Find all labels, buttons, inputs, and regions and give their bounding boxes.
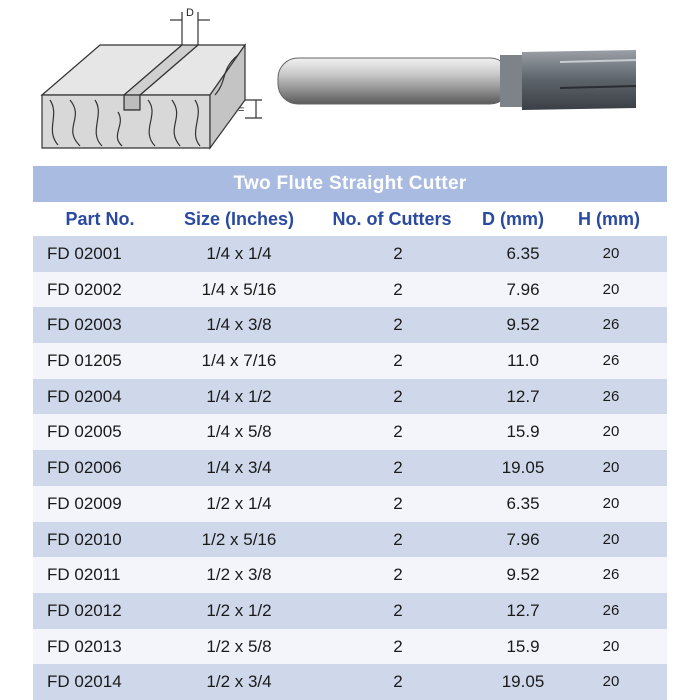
table-row — [33, 629, 667, 665]
cell-h-mm: 20 — [602, 530, 620, 548]
cell-h-mm: 20 — [602, 673, 620, 691]
cell-cutters: 2 — [393, 315, 403, 335]
cell-d-mm: 7.96 — [506, 529, 540, 549]
cell-d-mm: 6.35 — [506, 244, 540, 263]
cell-part-no: FD 02010 — [47, 529, 122, 549]
table-row — [33, 593, 667, 629]
cell-size: 1/2 x 3/8 — [206, 565, 272, 585]
cell-size: 1/2 x 3/4 — [206, 672, 272, 692]
cell-h-mm: 20 — [602, 280, 620, 298]
table-row — [33, 450, 667, 486]
cell-d-mm: 12.7 — [506, 386, 540, 406]
cell-part-no: FD 02005 — [47, 422, 122, 442]
dimension-d-label: D — [186, 7, 194, 19]
cell-d-mm: 9.52 — [506, 565, 540, 585]
header-d-mm: D (mm) — [482, 209, 544, 229]
cell-d-mm: 7.96 — [506, 279, 540, 299]
table-row — [33, 236, 667, 272]
cell-size: 1/4 x 1/4 — [206, 244, 272, 263]
cell-d-mm: 6.35 — [506, 493, 540, 513]
cell-cutters: 2 — [393, 386, 403, 406]
cell-part-no: FD 02004 — [47, 386, 122, 406]
cell-size: 1/2 x 5/8 — [206, 636, 272, 656]
cell-part-no: FD 02013 — [47, 636, 122, 656]
cell-part-no: FD 02001 — [47, 244, 122, 263]
cell-size: 1/2 x 1/4 — [206, 493, 272, 513]
cell-cutters: 2 — [393, 279, 403, 299]
cell-part-no: FD 02002 — [47, 279, 122, 299]
cell-part-no: FD 02003 — [47, 315, 122, 335]
cell-part-no: FD 02014 — [47, 672, 122, 692]
table-body — [33, 236, 667, 700]
cell-h-mm: 20 — [602, 245, 620, 262]
table-row — [33, 307, 667, 343]
cell-h-mm: 20 — [602, 459, 620, 477]
table-row — [33, 343, 667, 379]
cell-size: 1/4 x 3/4 — [206, 458, 272, 478]
cell-part-no: FD 01205 — [47, 351, 122, 371]
table-row — [33, 414, 667, 450]
cell-d-mm: 15.9 — [506, 422, 540, 442]
header-h-mm: H (mm) — [578, 209, 640, 229]
table-header-row — [33, 202, 667, 236]
cell-cutters: 2 — [393, 636, 403, 656]
cell-cutters: 2 — [393, 600, 403, 620]
cell-d-mm: 9.52 — [506, 315, 540, 335]
table-row — [33, 664, 667, 700]
table-row — [33, 486, 667, 522]
cell-cutters: 2 — [393, 493, 403, 513]
cell-d-mm: 19.05 — [501, 458, 545, 478]
cell-h-mm: 26 — [602, 566, 620, 584]
cell-part-no: FD 02012 — [47, 600, 122, 620]
table-row — [33, 379, 667, 415]
cell-cutters: 2 — [393, 672, 403, 692]
cell-size: 1/4 x 5/8 — [206, 422, 272, 442]
cell-h-mm: 20 — [602, 637, 620, 655]
cell-part-no: FD 02009 — [47, 493, 122, 513]
cell-h-mm: 26 — [602, 352, 620, 370]
cell-h-mm: 26 — [602, 387, 620, 405]
cell-size: 1/2 x 5/16 — [201, 529, 277, 549]
cell-part-no: FD 02011 — [47, 565, 121, 585]
cell-d-mm: 19.05 — [501, 672, 545, 692]
table-row — [33, 557, 667, 593]
product-illustration — [0, 0, 700, 160]
cell-size: 1/4 x 3/8 — [206, 315, 272, 335]
cell-d-mm: 12.7 — [506, 600, 540, 620]
cell-size: 1/4 x 7/16 — [201, 351, 277, 371]
cell-cutters: 2 — [393, 244, 403, 263]
header-part-no: Part No. — [65, 209, 135, 229]
cell-h-mm: 20 — [602, 423, 620, 441]
router-bit-image — [278, 50, 636, 110]
table-title: Two Flute Straight Cutter — [33, 166, 667, 202]
cell-size: 1/4 x 1/2 — [206, 386, 272, 406]
dimension-h-label: = — [238, 104, 245, 116]
cell-cutters: 2 — [393, 351, 403, 371]
header-cutters: No. of Cutters — [332, 209, 452, 229]
cell-size: 1/2 x 1/2 — [206, 600, 272, 620]
cell-h-mm: 20 — [602, 494, 620, 512]
table-row — [33, 522, 667, 558]
cell-size: 1/4 x 5/16 — [201, 279, 277, 299]
header-size: Size (Inches) — [183, 209, 295, 229]
cell-d-mm: 15.9 — [506, 636, 540, 656]
wood-groove-diagram — [42, 12, 262, 148]
cell-cutters: 2 — [393, 529, 403, 549]
cell-h-mm: 26 — [602, 601, 620, 619]
cell-d-mm: 11.0 — [507, 351, 539, 371]
cell-cutters: 2 — [393, 565, 403, 585]
cell-cutters: 2 — [393, 458, 403, 478]
cell-h-mm: 26 — [602, 316, 620, 334]
cell-part-no: FD 02006 — [47, 458, 122, 478]
cell-cutters: 2 — [393, 422, 403, 442]
table-row — [33, 272, 667, 308]
